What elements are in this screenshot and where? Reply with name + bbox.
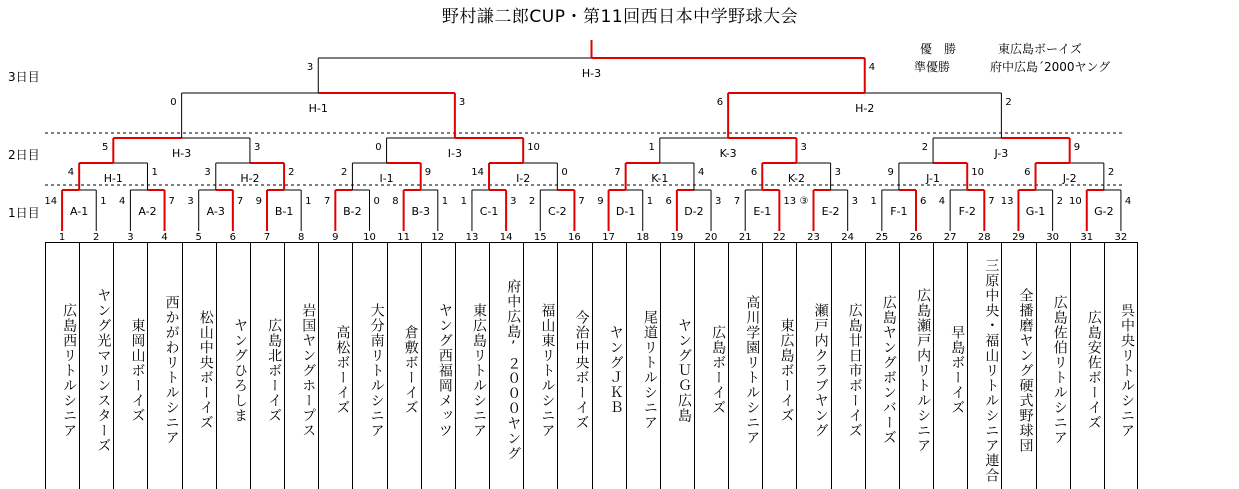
seed-number: 16: [568, 232, 581, 243]
score-label: 7: [168, 196, 175, 207]
score-label: 4: [868, 62, 876, 73]
page-title: 野村謙二郎CUP・第11回西日本中学野球大会: [441, 7, 799, 27]
team-cell: 岩国ヤングホープス: [284, 242, 318, 489]
seed-number: 26: [909, 232, 923, 243]
match-label: H-2: [240, 172, 260, 185]
score-label: 2: [1005, 97, 1012, 108]
score-label: 1: [305, 196, 312, 207]
team-cell: 広島廿日市ボーイズ: [831, 242, 865, 489]
score-label: 3: [306, 62, 314, 73]
seed-number: 30: [1046, 232, 1059, 243]
score-label: 0: [170, 97, 177, 108]
match-label: B-2: [343, 205, 362, 218]
score-label: 4: [1124, 196, 1132, 207]
match-label: G-2: [1094, 205, 1114, 218]
team-cell: 福山東リトルシニア: [523, 242, 557, 489]
seed-number: 15: [533, 232, 547, 243]
score-label: 7: [323, 196, 331, 207]
score-label: 13: [1000, 196, 1014, 207]
score-label: 3: [834, 167, 841, 178]
team-cell: ヤング光マリンスターズ: [79, 242, 113, 489]
seed-number: 11: [397, 232, 410, 243]
team-cell: 呉中央リトルシニア: [1104, 242, 1138, 489]
match-label: K-3: [719, 147, 737, 160]
match-label: H-3: [172, 147, 192, 160]
match-label: J-1: [926, 172, 940, 185]
team-cell: 広島瀬戸内リトルシニア: [899, 242, 933, 489]
match-label: D-1: [615, 205, 636, 218]
score-label: 3: [253, 142, 261, 153]
team-cell: 東広島ボーイズ: [762, 242, 796, 489]
score-label: 7: [733, 196, 741, 207]
score-label: 2: [288, 167, 295, 178]
team-cell: ヤング西福岡メッツ: [421, 242, 455, 489]
seed-number: 10: [363, 232, 376, 243]
team-cell: 大分南リトルシニア: [352, 242, 386, 489]
match-label: B-1: [274, 205, 294, 218]
score-label: 7: [236, 196, 244, 207]
seed-number: 31: [1080, 232, 1094, 243]
score-label: 2: [1107, 167, 1115, 178]
score-label: 1: [648, 142, 655, 153]
match-label: E-1: [753, 205, 772, 218]
seed-number: 22: [772, 232, 786, 243]
score-label: 9: [424, 167, 432, 178]
seed-number: 3: [127, 232, 134, 243]
seed-number: 28: [977, 232, 991, 243]
score-label: 1: [646, 196, 654, 207]
seed-number: 12: [431, 232, 445, 243]
score-label: 3: [187, 196, 194, 207]
score-label: 1: [870, 196, 877, 207]
runnerup-team: 府中広島´2000ヤング: [990, 60, 1111, 74]
match-label: G-1: [1025, 205, 1046, 218]
day2-label: 2日目: [8, 148, 40, 162]
team-cell: 高川学園リトルシニア: [728, 242, 762, 489]
score-label: 9: [255, 196, 263, 207]
team-cell: 広島西リトルシニア: [45, 242, 79, 489]
team-cell: 今治中央ボーイズ: [557, 242, 591, 489]
seed-number: 5: [195, 232, 202, 243]
seed-number: 21: [738, 232, 752, 243]
team-cell: 広島ボーイズ: [694, 242, 728, 489]
team-cell: 全播磨ヤング硬式野球団: [1001, 242, 1035, 489]
score-label: 9: [887, 167, 894, 178]
seed-number: 27: [943, 232, 957, 243]
match-label: F-2: [958, 205, 976, 218]
score-label: 4: [67, 167, 75, 178]
team-cell: 広島北ボーイズ: [250, 242, 284, 489]
score-label: 6: [750, 167, 758, 178]
day3-label: 3日目: [8, 70, 40, 84]
match-label: J-2: [1062, 172, 1077, 185]
score-label: 2: [528, 196, 536, 207]
seed-number: 4: [161, 232, 168, 243]
score-label: 13: [783, 196, 797, 207]
team-cell: ヤングひろしま: [216, 242, 250, 489]
match-label: A-1: [70, 205, 89, 218]
score-label: 1: [100, 196, 107, 207]
team-cell: 早島ボーイズ: [933, 242, 967, 489]
match-label: J-3: [994, 147, 1009, 160]
match-label: K-2: [787, 172, 805, 185]
match-label: I-3: [447, 147, 462, 160]
match-label: I-2: [516, 172, 531, 185]
seed-number: 20: [704, 232, 718, 243]
score-label: 14: [44, 196, 58, 207]
match-label: K-1: [651, 172, 669, 185]
seed-number: 1: [58, 232, 66, 243]
score-label: 6: [716, 97, 724, 108]
score-label: 4: [697, 167, 705, 178]
match-label: C-1: [479, 205, 499, 218]
seed-number: 14: [499, 232, 513, 243]
score-label: 2: [341, 167, 348, 178]
champion-label: 優 勝: [920, 42, 957, 56]
seed-number: 25: [875, 232, 889, 243]
team-cell: 東岡山ボーイズ: [113, 242, 147, 489]
team-cell: 高松ボーイズ: [318, 242, 352, 489]
score-label: 10: [527, 142, 540, 153]
score-label: 2: [921, 142, 929, 153]
match-label: H-1: [308, 102, 328, 115]
match-label: C-2: [548, 205, 567, 218]
score-label: 9: [597, 196, 604, 207]
seed-number: 29: [1012, 232, 1025, 243]
day1-label: 1日目: [8, 206, 40, 220]
score-label: 8: [392, 196, 399, 207]
score-label: 0: [375, 142, 382, 153]
seed-number: 9: [332, 232, 339, 243]
score-label: 3: [204, 167, 211, 178]
seed-number: 17: [602, 232, 615, 243]
team-cell: 広島佐伯リトルシニア: [1036, 242, 1070, 489]
match-label: A-3: [206, 205, 225, 218]
champion-team: 東広島ボーイズ: [998, 42, 1082, 56]
seed-number: 19: [670, 232, 684, 243]
match-label: D-2: [684, 205, 704, 218]
match-label: B-3: [411, 205, 430, 218]
score-label: 4: [119, 196, 126, 207]
seed-number: 6: [229, 232, 237, 243]
score-label: 3: [510, 196, 517, 207]
score-label: 10: [971, 167, 984, 178]
team-cell: ヤングＪＫＢ: [592, 242, 626, 489]
seed-number: 7: [263, 232, 271, 243]
seed-number: 23: [807, 232, 820, 243]
score-label: 7: [614, 167, 621, 178]
score-label: 1: [460, 196, 467, 207]
score-label: ③: [799, 196, 809, 207]
score-label: 0: [561, 167, 568, 178]
match-label: H-1: [103, 172, 123, 185]
score-label: 3: [851, 196, 859, 207]
team-cell: 西かがわリトルシニア: [147, 242, 181, 489]
team-cell: 瀬戸内クラブヤング: [796, 242, 830, 489]
score-label: 3: [800, 142, 807, 153]
match-label: A-2: [138, 205, 157, 218]
team-cell: ヤングＵＧ広島: [660, 242, 694, 489]
seed-number: 18: [636, 232, 650, 243]
score-label: 6: [665, 196, 672, 207]
runnerup-label: 準優勝: [914, 60, 951, 74]
score-label: 10: [1069, 196, 1082, 207]
score-label: 3: [458, 97, 466, 108]
score-label: 6: [1024, 167, 1031, 178]
score-label: 5: [101, 142, 109, 153]
seed-number: 32: [1114, 232, 1128, 243]
match-label: E-2: [821, 205, 840, 218]
score-label: 7: [988, 196, 995, 207]
match-label: H-2: [855, 102, 875, 115]
score-label: 3: [715, 196, 722, 207]
score-label: 1: [441, 196, 449, 207]
team-cell: 広島安佐ボーイズ: [1070, 242, 1104, 489]
team-cell: 松山中央ボーイズ: [182, 242, 216, 489]
score-label: 4: [938, 196, 946, 207]
seed-number: 24: [841, 232, 855, 243]
match-label: F-1: [890, 205, 908, 218]
team-cell: 倉敷ボーイズ: [387, 242, 421, 489]
seed-number: 2: [93, 232, 100, 243]
score-label: 6: [919, 196, 927, 207]
score-label: 1: [151, 167, 158, 178]
match-label: H-3: [581, 67, 602, 80]
team-cell: 府中広島’２０００ヤング: [489, 242, 523, 489]
team-cell: 尾道リトルシニア: [626, 242, 660, 489]
score-label: 2: [1056, 196, 1063, 207]
match-label: I-1: [379, 172, 394, 185]
score-label: 9: [1073, 142, 1081, 153]
score-label: 0: [373, 196, 380, 207]
score-label: 7: [578, 196, 585, 207]
team-list: [45, 242, 1138, 489]
seed-number: 13: [465, 232, 479, 243]
team-cell: 東広島リトルシニア: [455, 242, 489, 489]
team-cell: 広島ヤングボンバーズ: [865, 242, 899, 489]
seed-number: 8: [297, 232, 305, 243]
score-label: 14: [471, 167, 485, 178]
team-cell: 三原中央・福山リトルシニア連合: [967, 242, 1001, 489]
